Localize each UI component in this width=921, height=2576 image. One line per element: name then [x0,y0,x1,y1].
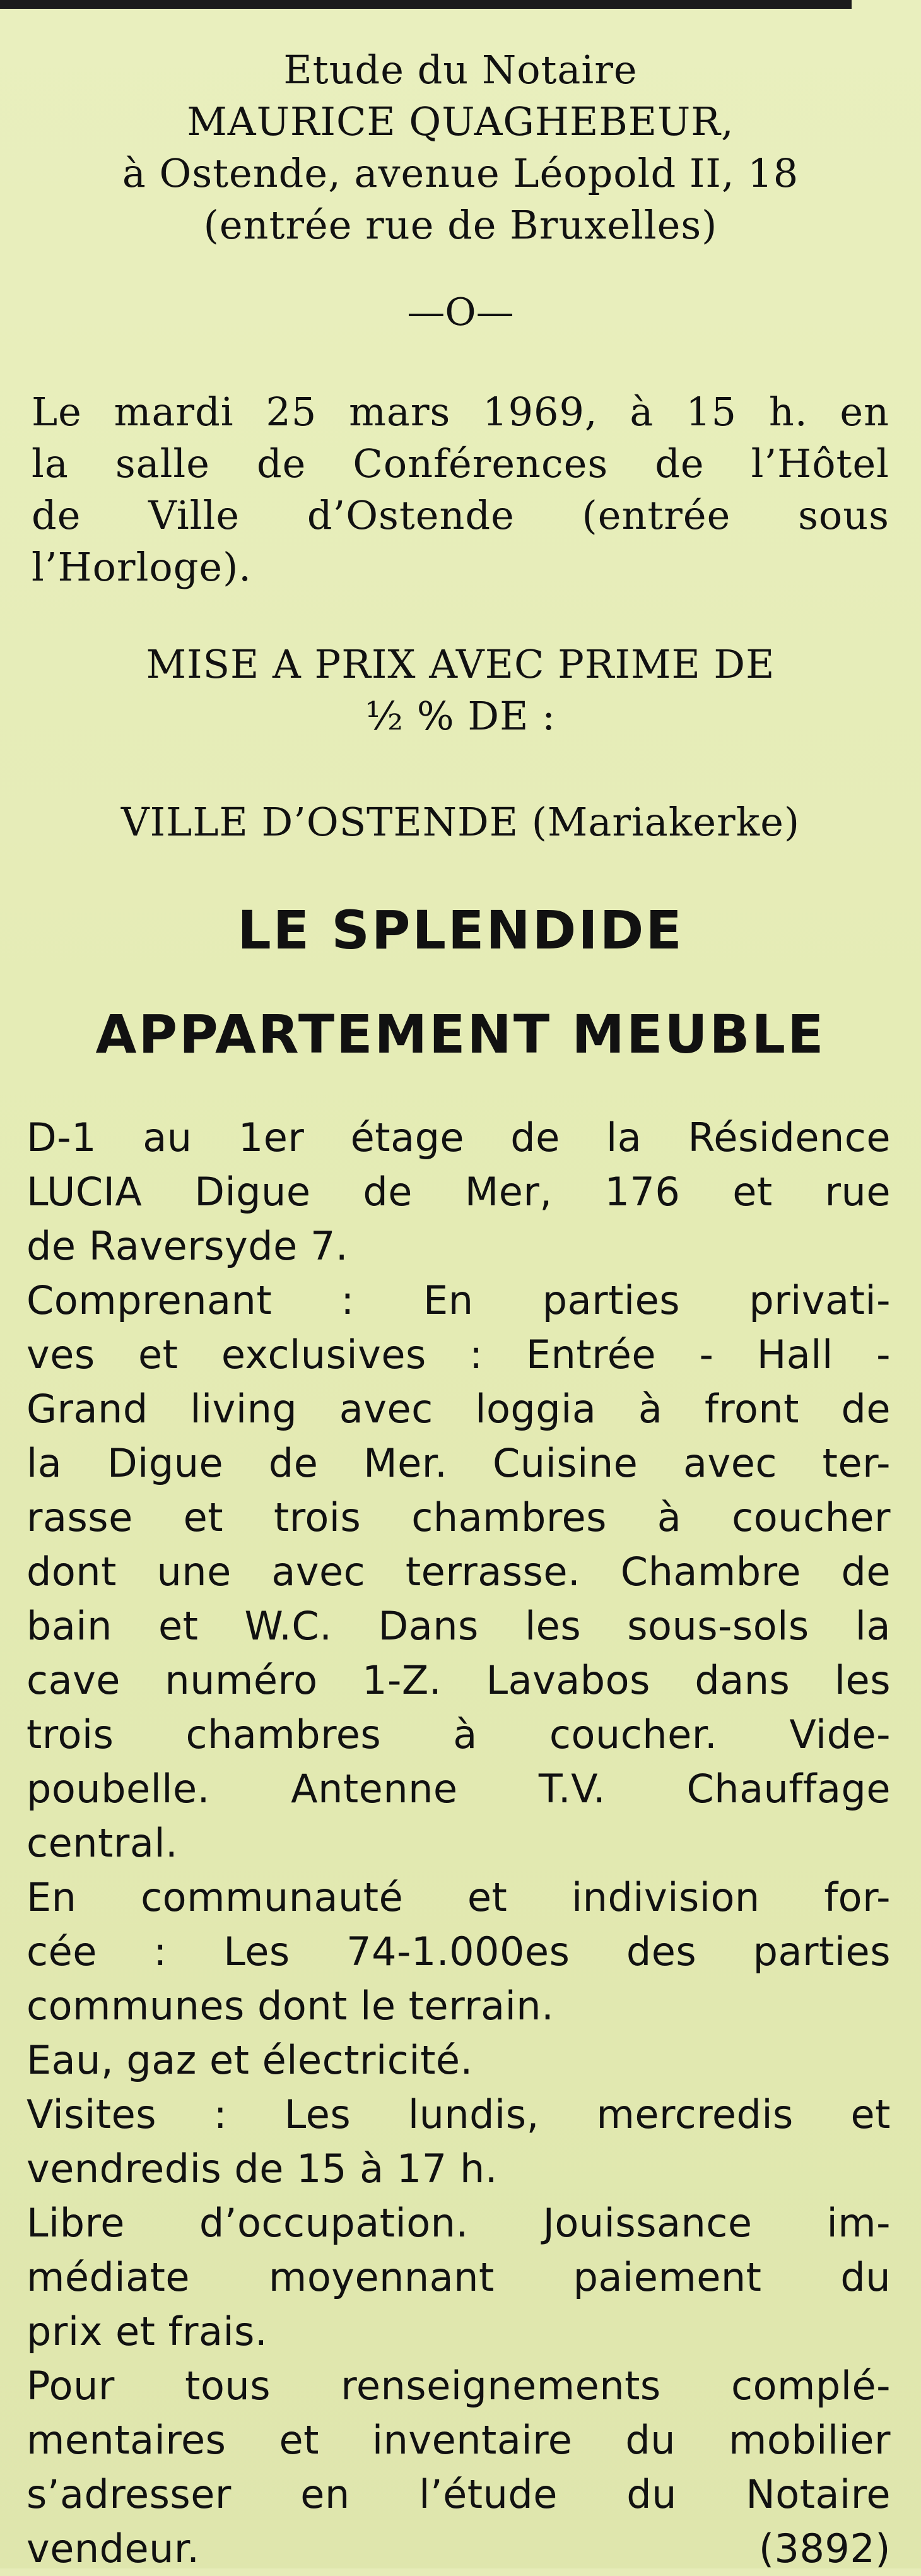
body-line: Grand living avec loggia à front de [26,1386,891,1432]
body-line: cave numéro 1-Z. Lavabos dans les [26,1657,891,1703]
sale-intro [32,386,889,593]
reference-number: (3892) [758,2526,891,2572]
body-line: poubelle. Antenne T.V. Chauffage [26,1766,891,1812]
separator: —O— [407,290,514,334]
body-line: médiate moyennant paiement du [26,2254,891,2300]
mise-a-prix-line-2: ½ % DE : [365,693,556,739]
location: VILLE D’OSTENDE (Mariakerke) [120,799,801,845]
body-line: s’adresser en l’étude du Notaire [26,2471,891,2517]
mise-a-prix-line-1: MISE A PRIX AVEC PRIME DE [146,641,775,687]
intro-line: Le mardi 25 mars 1969, à 15 h. en [32,389,889,435]
header-line-1: Etude du Notaire [283,47,638,93]
body-line: cée : Les 74-1.000es des parties [26,1929,891,1975]
closing-line [26,2522,891,2576]
body-line: Visites : Les lundis, mercredis et [26,2091,891,2137]
body-line: En communauté et indivision for- [26,1874,891,1920]
intro-line: de Ville d’Ostende (entrée sous [32,492,889,538]
body-line: Comprenant : En parties privati- [26,1277,891,1323]
headline-2: APPARTEMENT MEUBLE [95,1003,826,1065]
body-line: Pour tous renseignements complé- [26,2363,891,2409]
headline-1: LE SPLENDIDE [237,899,684,961]
body-line: de Raversyde 7. [26,1223,349,1269]
intro-line: l’Horloge). [32,544,252,590]
body-line: central. [26,1820,179,1866]
header-entrance: (entrée rue de Bruxelles) [203,202,718,248]
body-line: mentaires et inventaire du mobilier [26,2417,891,2463]
body-line: dont une avec terrasse. Chambre de [26,1549,891,1595]
body-line: prix et frais. [26,2308,268,2354]
header-notary-name: MAURICE QUAGHEBEUR, [187,98,734,145]
body-line: la Digue de Mer. Cuisine avec ter- [26,1440,891,1486]
body-line: trois chambres à coucher. Vide- [26,1711,891,1758]
closing-word: vendeur. [26,2526,200,2572]
body-line: bain et W.C. Dans les sous-sols la [26,1603,891,1649]
header-address: à Ostende, avenue Léopold II, 18 [122,150,799,196]
intro-line: la salle de Conférences de l’Hôtel [32,440,889,487]
body-line: rasse et trois chambres à coucher [26,1494,891,1540]
body-line: ves et exclusives : Entrée - Hall - [26,1332,891,1378]
notary-header [0,44,921,251]
mise-a-prix [0,639,921,742]
body-line: vendredis de 15 à 17 h. [26,2146,498,2192]
body-line: LUCIA Digue de Mer, 176 et rue [26,1169,891,1215]
body-line: Eau, gaz et électricité. [26,2037,473,2083]
property-description [26,1111,891,2576]
body-line: communes dont le terrain. [26,1983,554,2029]
body-line: D-1 au 1er étage de la Résidence [26,1114,891,1161]
body-line: Libre d’occupation. Jouissance im- [26,2200,891,2246]
top-rule [0,0,852,9]
